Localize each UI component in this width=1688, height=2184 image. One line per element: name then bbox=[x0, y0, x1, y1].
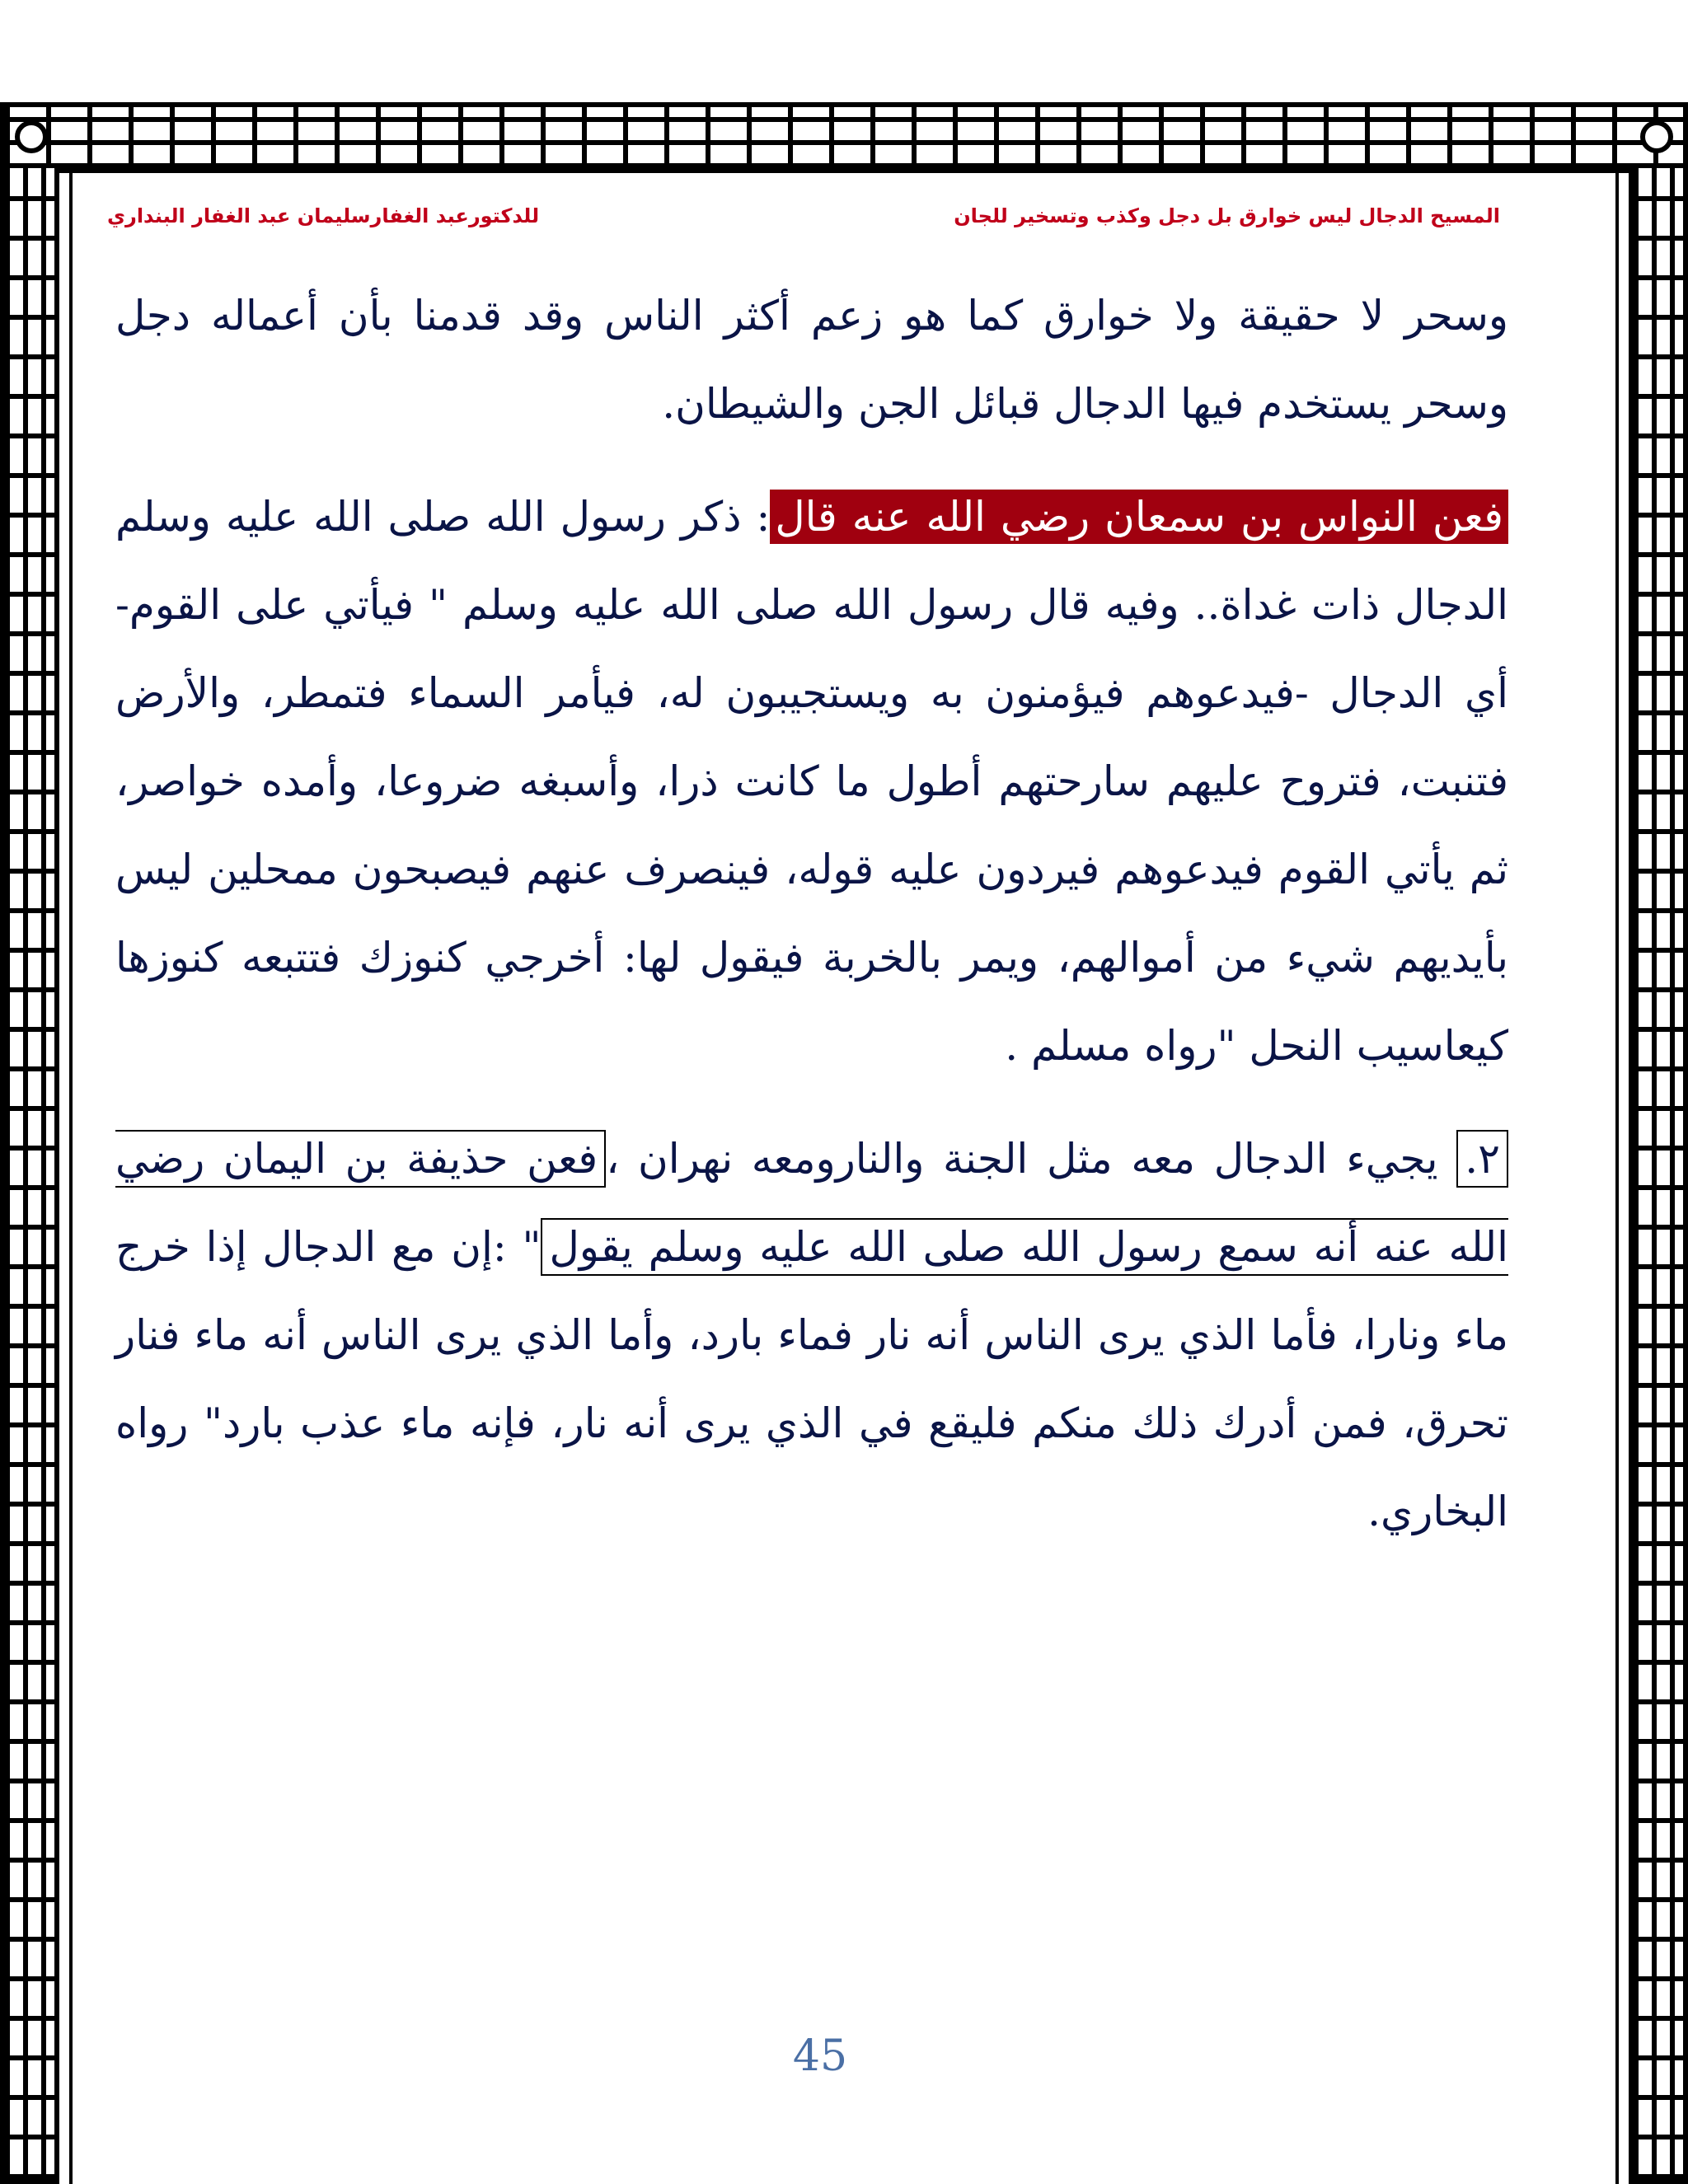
paragraph-3-intro: يجيء الدجال معه مثل الجنة والنارومعه نهران ، bbox=[606, 1135, 1457, 1183]
corner-ornament-right bbox=[1640, 120, 1673, 153]
header-title: المسيح الدجال ليس خوارق بل دجل وكذب وتسخير للجان bbox=[954, 204, 1500, 227]
corner-ornament-left bbox=[15, 120, 48, 153]
decorative-border-top bbox=[0, 102, 1688, 173]
paragraph-3 bbox=[115, 1115, 1508, 1556]
paragraph-2 bbox=[115, 473, 1508, 1090]
item-number: ٢. bbox=[1456, 1130, 1508, 1188]
running-header bbox=[107, 204, 1500, 237]
highlighted-narration: فعن النواس بن سمعان رضي الله عنه قال bbox=[770, 490, 1508, 544]
paragraph-3-text: " :إن مع الدجال إذا خرج ماء ونارا، فأما الذي يرى الناس أنه نار فماء بارد، وأما الذي يرى الناس أنه ماء فنار تحرق، فمن أدرك ذلك منكم فليقع في الذي يرى أنه نار، فإنه ماء عذب بارد" رواه البخاري. bbox=[115, 1223, 1508, 1535]
decorative-border-left bbox=[0, 168, 59, 2184]
page-body bbox=[115, 272, 1508, 1556]
paragraph-2-text: : ذكر رسول الله صلى الله عليه وسلم الدجال ذات غداة.. وفيه قال رسول الله صلى الله عليه وسلم " فيأتي على القوم- أي الدجال -فيدعوهم فيؤمنون به ويستجيبون له، فيأمر السماء فتمطر، والأرض فتنبت، فتروح عليهم سارحتهم أطول ما كانت ذرا، وأسبغه ضروعا، وأمده خواصر، ثم يأتي القوم فيدعوهم فيردون عليه قوله، فينصرف عنهم فيصبحون ممحلين ليس بأيديهم شيء من أموالهم، ويمر بالخربة فيقول لها: أخرجي كنوزك فتتبعه كنوزها كيعاسيب النحل "رواه مسلم . bbox=[115, 493, 1508, 1070]
paragraph-1: وسحر لا حقيقة ولا خوارق كما هو زعم أكثر الناس وقد قدمنا بأن أعماله دجل وسحر يستخدم فيها الدجال قبائل الجن والشيطان. bbox=[115, 292, 1508, 428]
header-author: للدكتورعبد الغفارسليمان عبد الغفار البنداري bbox=[107, 204, 540, 227]
page-number: 45 bbox=[792, 2032, 848, 2081]
boxed-narration: فعن حذيفة بن اليمان رضي الله عنه أنه سمع رسول الله صلى الله عليه وسلم يقول bbox=[115, 1130, 1508, 1276]
decorative-border-right bbox=[1629, 168, 1688, 2184]
